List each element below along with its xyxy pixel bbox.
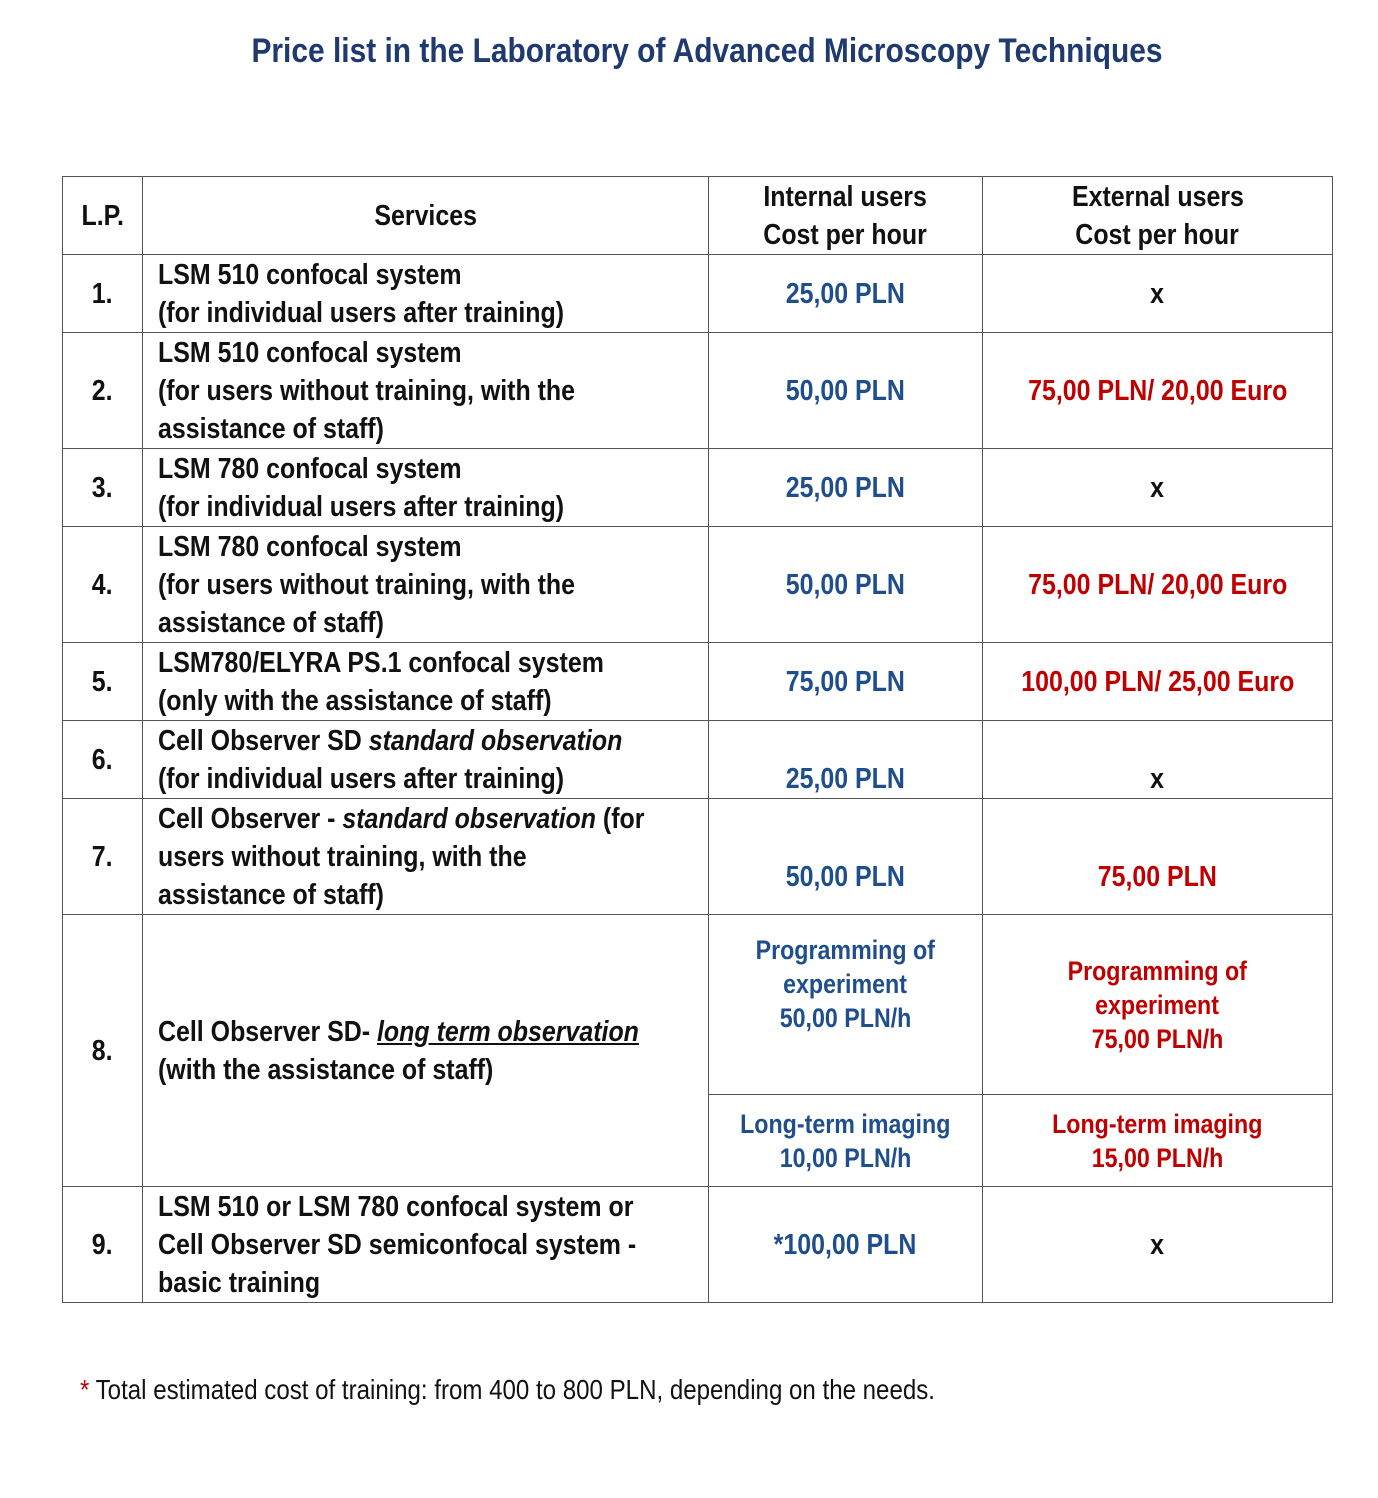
page-title: Price list in the Laboratory of Advanced Microscopy Techniques [251,32,1163,70]
table-row [63,799,1333,915]
external-programming-price: Programming of experiment 75,00 PLN/h [983,915,1333,1095]
table-row [63,643,1333,721]
table-row [63,915,1333,1095]
internal-price: 75,00 PLN [709,643,983,721]
table-header-row [63,177,1333,255]
internal-price: 50,00 PLN [709,799,983,915]
table-row [63,449,1333,527]
service-description: LSM 780 confocal system (for individual users after training) [143,449,709,527]
internal-long-term-price: Long-term imaging 10,00 PLN/h [709,1095,983,1187]
service-description: LSM 510 or LSM 780 confocal system or Cell Observer SD semiconfocal system - basic training [143,1187,709,1303]
service-description: LSM 780 confocal system (for users without training, with the assistance of staff) [143,527,709,643]
table-row [63,255,1333,333]
table-row [63,721,1333,799]
table-row [63,1187,1333,1303]
internal-price: 25,00 PLN [709,255,983,333]
service-description: Cell Observer - standard observation (for users without training, with the assistance of staff) [143,799,709,915]
row-number: 7. [63,799,143,915]
row-number: 4. [63,527,143,643]
service-description: LSM780/ELYRA PS.1 confocal system (only with the assistance of staff) [143,643,709,721]
row-number: 6. [63,721,143,799]
external-price: x [983,449,1333,527]
row-number: 5. [63,643,143,721]
internal-price: 50,00 PLN [709,333,983,449]
footnote [80,1374,935,1406]
row-number: 1. [63,255,143,333]
internal-programming-price: Programming of experiment 50,00 PLN/h [709,915,983,1095]
service-description: Cell Observer SD- long term observation (with the assistance of staff) [143,915,709,1187]
internal-price: 50,00 PLN [709,527,983,643]
internal-price: 25,00 PLN [709,449,983,527]
table-row [63,333,1333,449]
header-internal: Internal users Cost per hour [709,177,983,255]
external-price: 75,00 PLN [983,799,1333,915]
external-price: x [983,255,1333,333]
service-description: Cell Observer SD standard observation (for individual users after training) [143,721,709,799]
row-number: 8. [63,915,143,1187]
service-description: LSM 510 confocal system (for individual users after training) [143,255,709,333]
internal-price: 25,00 PLN [709,721,983,799]
header-services: Services [143,177,709,255]
header-external: External users Cost per hour [983,177,1333,255]
footnote-text: Total estimated cost of training: from 400 to 800 PLN, depending on the needs. [95,1374,935,1405]
row-number: 3. [63,449,143,527]
header-lp: L.P. [63,177,143,255]
service-description: LSM 510 confocal system (for users without training, with the assistance of staff) [143,333,709,449]
row-number: 2. [63,333,143,449]
row-number: 9. [63,1187,143,1303]
external-price: x [983,1187,1333,1303]
table-row [63,527,1333,643]
external-price: 75,00 PLN/ 20,00 Euro [983,527,1333,643]
external-price: x [983,721,1333,799]
internal-price: *100,00 PLN [709,1187,983,1303]
footnote-asterisk: * [80,1374,90,1405]
price-table [62,176,1333,1303]
external-price: 100,00 PLN/ 25,00 Euro [983,643,1333,721]
external-price: 75,00 PLN/ 20,00 Euro [983,333,1333,449]
external-long-term-price: Long-term imaging 15,00 PLN/h [983,1095,1333,1187]
